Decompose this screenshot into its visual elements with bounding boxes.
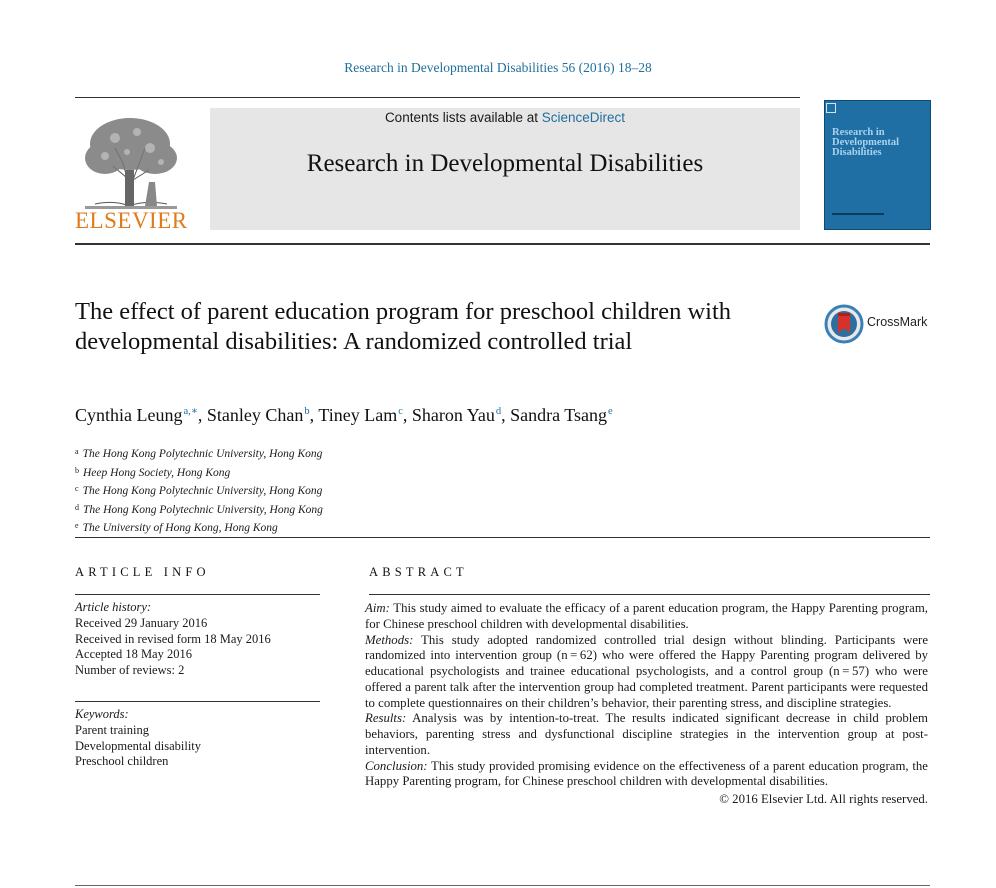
crossmark-icon[interactable] [824,304,864,344]
history-item: Received in revised form 18 May 2016 [75,631,271,646]
keyword: Preschool children [75,754,169,769]
article-title: The effect of parent education program for preschool children with developmental disabilities: A randomized controlled trial [75,298,732,355]
header-top-rule [75,97,800,98]
author-name: Tiney Lam [318,405,398,425]
author[interactable] [207,405,310,425]
abstract-rule [369,594,930,595]
journal-cover[interactable] [824,100,931,230]
affiliation-text: The Hong Kong Polytechnic University, Hong Kong [83,503,323,516]
abstract-text: This study adopted randomized controlled trial design without blinding. Participants were randomized into intervention group (n = 62) who were offered the Happy Parenting program delivered by educational psychologists and trainee educational psychologists, and a control group (n = 57) who were offered a parent talk after the intervention group had completed treatment. Parent participants were requested to complete questionnaires on their children’s behavior, their parenting stress, and discipline strategies. [365,632,928,710]
author-affiliation-mark[interactable]: a,∗ [183,406,198,417]
author-name: Stanley Chan [206,405,304,425]
affiliation-mark: d [75,502,79,512]
cover-emblem [826,103,836,113]
affiliation [75,518,575,537]
affiliation [75,481,575,500]
keywords-label: Keywords: [75,707,129,721]
elsevier-wordmark: ELSEVIER [75,208,188,233]
history-item: Accepted 18 May 2016 [75,647,192,662]
author-separator: , [402,405,412,425]
abstract-body [365,601,928,808]
journal-reference[interactable]: Research in Developmental Disabilities 56 (2016) 18–28 [344,60,652,75]
abstract-conclusion [365,759,928,791]
section-divider [75,537,930,538]
cover-bar [832,213,884,215]
author-affiliation-mark[interactable]: b [304,406,310,417]
history-item: Number of reviews: 2 [75,663,185,678]
abstract-aim [365,601,928,633]
crossmark-label[interactable]: CrossMark [867,315,928,329]
abstract-text: Analysis was by intention-to-treat. The results indicated significant decrease in child problem behaviors, parenting stress and dysfunctional discipline strategies in the intervention group at post-intervention. [365,711,928,757]
author-affiliation-mark[interactable]: c [398,406,403,417]
cover-title: Research in Developmental Disabilities [832,127,900,158]
affiliation-mark: a [75,447,79,456]
article-info-rule [75,594,320,595]
copyright-notice: © 2016 Elsevier Ltd. All rights reserved. [719,792,928,806]
author[interactable] [318,405,403,425]
author[interactable] [75,405,198,425]
author-separator: , [197,405,207,425]
author[interactable] [510,405,613,425]
keyword: Developmental disability [75,738,202,753]
affiliation-mark: c [75,484,79,493]
journal-title: Research in Developmental Disabilities [306,150,704,177]
author-affiliation-mark[interactable]: e [608,406,613,417]
author-separator: , [501,405,511,425]
keyword: Parent training [75,722,149,737]
affiliation-text: The Hong Kong Polytechnic University, Hong Kong [82,448,323,460]
affiliation [75,463,575,482]
affiliation-mark: b [75,465,79,475]
author-separator: , [309,405,319,425]
sciencedirect-link[interactable]: ScienceDirect [541,110,626,125]
abstract-text: This study provided promising evidence on the effectiveness of a parent education program, the Happy Parenting program, for Chinese preschool children with developmental disabilities. [365,758,928,789]
author-name: Sharon Yau [411,405,495,425]
abstract-heading: ABSTRACT [369,565,468,579]
author[interactable] [412,405,501,425]
author-list [75,405,935,426]
author-name: Cynthia Leung [75,405,183,425]
affiliation [75,444,575,463]
article-history [75,600,320,679]
affiliation-text: The Hong Kong Polytechnic University, Hong Kong [82,485,323,497]
footer-rule [75,885,930,886]
affiliation-text: Heep Hong Society, Hong Kong [83,466,231,479]
abstract-label: Aim: [365,601,390,615]
affiliation [75,500,575,519]
keywords-rule [75,701,320,702]
header-bottom-rule [75,243,930,245]
affiliation-list [75,444,575,537]
keywords [75,707,320,770]
contents-prefix: Contents lists available at [384,110,542,125]
author-affiliation-mark[interactable]: d [495,406,502,417]
author-name: Sandra Tsang [510,405,608,425]
abstract-text: This study aimed to evaluate the efficacy of a parent education program, the Happy Parenting program, for Chinese preschool children with developmental disabilities. [365,601,928,631]
abstract-label: Results: [365,711,407,726]
abstract-label: Methods: [365,632,414,647]
affiliation-text: The University of Hong Kong, Hong Kong [82,522,278,534]
affiliation-mark: e [75,521,79,530]
abstract-label: Conclusion: [365,758,428,773]
abstract-results [365,711,928,758]
history-item: Received 29 January 2016 [75,615,208,630]
contents-line [210,110,800,125]
article-info-heading: ARTICLE INFO [75,565,210,579]
abstract-methods [365,633,928,712]
history-label: Article history: [75,600,152,614]
